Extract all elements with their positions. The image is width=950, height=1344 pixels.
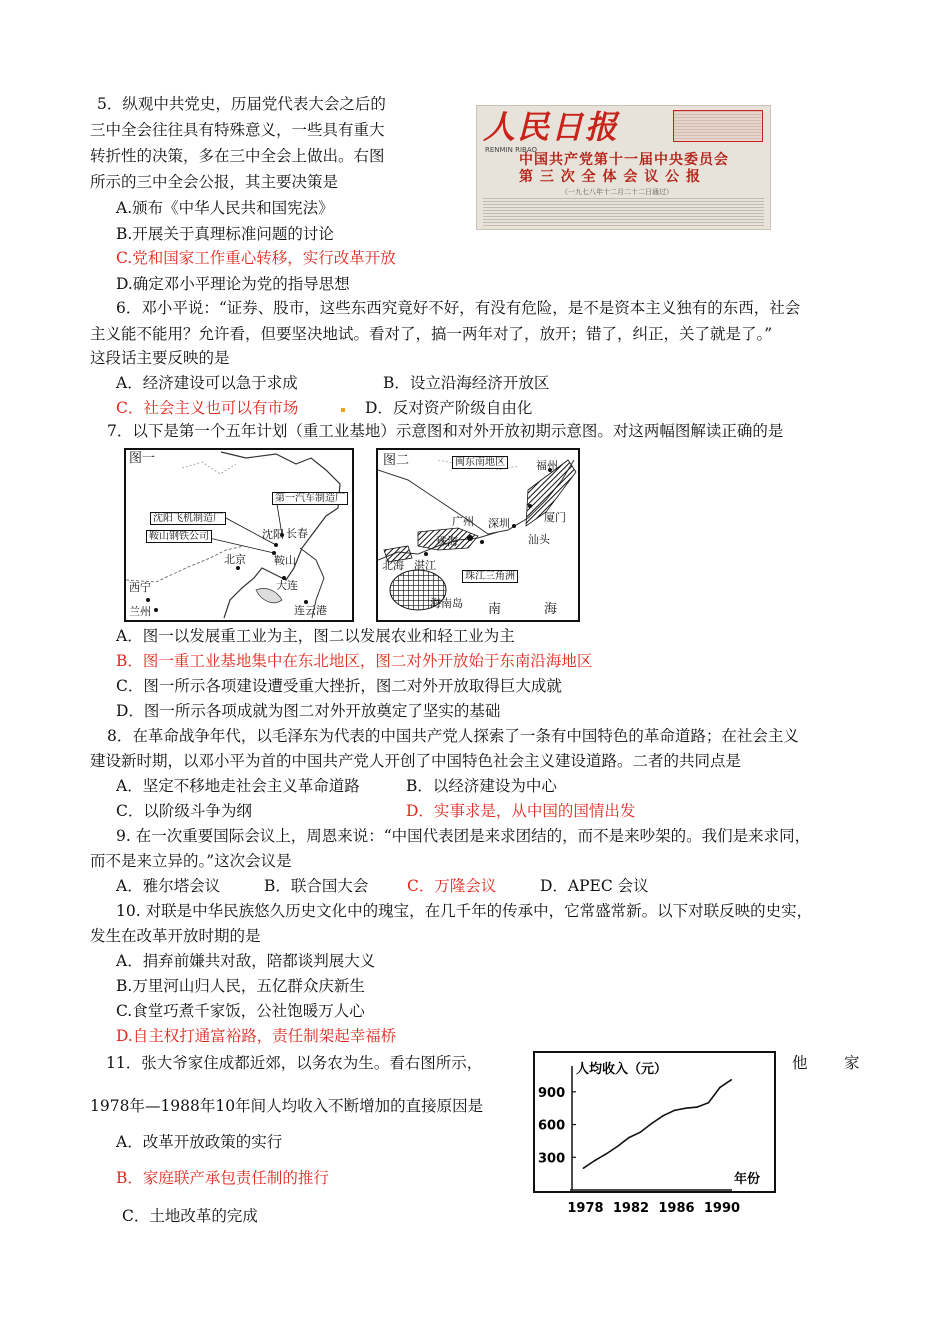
newspaper-masthead: 人民日报 <box>483 108 620 146</box>
y-tick-label-0: 300 <box>538 1151 566 1167</box>
q5-line-2: 三中全会往往具有特殊意义，一些具有重大 <box>90 121 385 139</box>
x-tick-label-2: 1986 <box>658 1201 695 1216</box>
q6-option-c-answer: C．社会主义也可以有市场 <box>116 399 299 417</box>
q7-option-c: C．图一所示各项建设遭受重大挫折，图二对外开放取得巨大成就 <box>116 677 562 695</box>
newspaper-dateline: （一九七八年十二月二十二日通过） <box>561 188 673 196</box>
income-point-10 <box>696 1106 698 1108</box>
income-chart <box>532 1050 777 1218</box>
map-1-label-anshan: 鞍山 <box>274 554 296 567</box>
map-2-label-zhujiang-delta: 珠江三角洲 <box>462 570 518 583</box>
q11-line-2: 1978年—1988年10年间人均收入不断增加的直接原因是 <box>90 1097 484 1115</box>
x-tick-label-1: 1982 <box>612 1201 650 1216</box>
q7-option-d: D．图一所示各项成就为图二对外开放奠定了坚实的基础 <box>116 702 501 720</box>
income-point-6 <box>651 1123 653 1125</box>
q6-line-1: 6．邓小平说：“证券、股市，这些东西究竟好不好，有没有危险，是不是资本主义独有的东西，社会 <box>116 299 801 317</box>
q8-line-2: 建设新时期，以邓小平为首的中国共产党人开创了中国特色社会主义建设道路。二者的共同点是 <box>90 752 742 770</box>
map-2-label-hainan: 海南岛 <box>430 597 463 610</box>
chart-xlabel: 年份 <box>734 1172 761 1187</box>
q9-line-1: 9. 在一次重要国际会议上，周恩来说：“中国代表团是来求团结的，而不是来吵架的。我们是来求同， <box>116 827 811 845</box>
map-2-label-hai: 海 <box>544 602 558 617</box>
newspaper-body-text <box>483 198 764 226</box>
q7-option-b-answer: B．图一重工业基地集中在东北地区，图二对外开放始于东南沿海地区 <box>116 652 593 670</box>
q11-option-c: C．土地改革的完成 <box>122 1207 258 1225</box>
newspaper-image <box>476 105 771 230</box>
q10-line-2: 发生在改革开放时期的是 <box>90 927 261 945</box>
map-2-label-mindongnan: 闽东南地区 <box>452 456 508 469</box>
map-2-label-shantou: 汕头 <box>528 533 550 546</box>
q8-option-b: B．以经济建设为中心 <box>406 777 557 795</box>
map-1-label-beijing: 北京 <box>224 553 246 566</box>
x-tick-label-0: 1978 <box>567 1201 604 1216</box>
map-1-title: 图一 <box>129 451 156 466</box>
q9-option-a: A．雅尔塔会议 <box>116 877 221 895</box>
q5-option-d: D.确定邓小平理论为党的指导思想 <box>116 275 350 293</box>
map-1-label-faw: 第一汽车制造厂 <box>272 492 348 505</box>
income-point-5 <box>639 1131 641 1133</box>
q9-option-d: D．APEC 会议 <box>540 877 649 895</box>
income-chart-svg <box>532 1050 777 1218</box>
map-1-label-dalian: 大连 <box>276 579 298 592</box>
q11-option-a: A．改革开放政策的实行 <box>116 1133 283 1151</box>
income-point-1 <box>594 1160 596 1162</box>
y-tick-label-1: 600 <box>538 1118 566 1134</box>
newspaper-headline-1: 中国共产党第十一届中央委员会 <box>519 152 729 168</box>
newspaper-red-box <box>673 110 763 142</box>
map-2-label-fuzhou: 福州 <box>536 459 558 472</box>
q5-option-a: A.颁布《中华人民共和国宪法》 <box>116 199 334 217</box>
map-2-title: 图二 <box>383 453 410 468</box>
map-2-label-nan: 南 <box>488 602 502 617</box>
income-point-7 <box>662 1115 664 1117</box>
q9-option-b: B．联合国大会 <box>264 877 369 895</box>
q10-option-a: A．捐弃前嫌共对敌，陪都谈判展大义 <box>116 952 376 970</box>
income-point-13 <box>730 1079 732 1081</box>
q7-stem: 7．以下是第一个五年计划（重工业基地）示意图和对外开放初期示意图。对这两幅图解读正确的是 <box>107 422 784 440</box>
map-2-label-guangzhou: 广州 <box>452 515 474 528</box>
map-figure-1 <box>124 448 354 622</box>
newspaper-headline-2: 第 三 次 全 体 会 议 公 报 <box>519 169 701 185</box>
map-1-label-lanzhou: 兰州 <box>129 605 151 618</box>
income-point-8 <box>674 1110 676 1112</box>
map-1-label-xining: 西宁 <box>129 581 151 594</box>
q5-line-3: 转折性的决策，多在三中全会上做出。右图 <box>90 147 385 165</box>
q10-option-d-answer: D.自主权打通富裕路，责任制架起幸福桥 <box>116 1027 397 1045</box>
map-figure-2 <box>376 448 580 622</box>
income-point-0 <box>583 1167 585 1169</box>
q9-option-c-answer: C．万隆会议 <box>407 877 497 895</box>
q5-option-b: B.开展关于真理标准问题的讨论 <box>116 225 334 243</box>
q5-line-1: 5．纵观中共党史，历届党代表大会之后的 <box>97 95 386 113</box>
orange-dot <box>341 408 345 412</box>
q5-option-c-answer: C.党和国家工作重心转移，实行改革开放 <box>116 249 396 267</box>
q6-line-3: 这段话主要反映的是 <box>90 349 230 367</box>
income-point-12 <box>719 1087 721 1089</box>
income-point-9 <box>685 1107 687 1109</box>
map-2-label-zhanjiang: 湛江 <box>414 559 436 572</box>
q10-option-c: C.食堂巧煮千家饭，公社饱暖万人心 <box>116 1002 365 1020</box>
map-1-label-shenyang: 沈阳 <box>262 528 284 541</box>
q11-line-1-tail-b: 家 <box>844 1054 860 1072</box>
income-point-2 <box>605 1153 607 1155</box>
q7-option-a: A．图一以发展重工业为主，图二以发展农业和轻工业为主 <box>116 627 515 645</box>
newspaper-pinyin: RENMIN RIBAO <box>485 146 537 154</box>
income-point-11 <box>708 1102 710 1104</box>
map-2-label-zhuhai: 珠海 <box>436 535 458 548</box>
map-2-label-xiamen: 厦门 <box>544 511 566 524</box>
map-1-label-lianyungang: 连云港 <box>294 604 327 617</box>
q8-line-1: 8．在革命战争年代，以毛泽东为代表的中国共产党人探索了一条有中国特色的革命道路；在社会主义 <box>107 727 799 745</box>
y-tick-label-2: 900 <box>538 1085 566 1101</box>
x-tick-label-3: 1990 <box>703 1201 741 1216</box>
q6-option-d: D．反对资产阶级自由化 <box>365 399 533 417</box>
income-point-4 <box>628 1137 630 1139</box>
q10-option-b: B.万里河山归人民，五亿群众庆新生 <box>116 977 365 995</box>
q11-line-1-tail-a: 他 <box>792 1054 808 1072</box>
q6-option-b: B．设立沿海经济开放区 <box>383 374 550 392</box>
q8-option-a: A．坚定不移地走社会主义革命道路 <box>116 777 360 795</box>
q6-option-a: A．经济建设可以急于求成 <box>116 374 298 392</box>
map-2-label-beihai: 北海 <box>382 559 404 572</box>
q6-line-2: 主义能不能用？允许看，但要坚决地试。看对了，搞一两年对了，放开；错了，纠正，关了就是了。” <box>90 325 773 343</box>
map-1-label-shenyang-aircraft: 沈阳飞机制造厂 <box>150 512 226 525</box>
chart-title: 人均收入（元） <box>576 1062 668 1077</box>
q8-option-c: C．以阶级斗争为纲 <box>116 802 252 820</box>
q10-line-1: 10. 对联是中华民族悠久历史文化中的瑰宝，在几千年的传承中，它常盛常新。以下对联反映的史实， <box>116 902 813 920</box>
q11-line-1: 11．张大爷家住成都近郊，以务农为生。看右图所示， <box>106 1054 483 1072</box>
q9-line-2: 而不是来立异的。”这次会议是 <box>90 852 292 870</box>
q11-option-b-answer: B．家庭联产承包责任制的推行 <box>116 1169 329 1187</box>
map-1-label-changchun: 长春 <box>286 527 308 540</box>
map-2-label-shenzhen: 深圳 <box>488 517 510 530</box>
q5-line-4: 所示的三中全会公报，其主要决策是 <box>90 173 339 191</box>
income-point-3 <box>617 1146 619 1148</box>
map-1-label-angang: 鞍山钢铁公司 <box>146 530 212 543</box>
q8-option-d-answer: D．实事求是，从中国的国情出发 <box>406 802 636 820</box>
